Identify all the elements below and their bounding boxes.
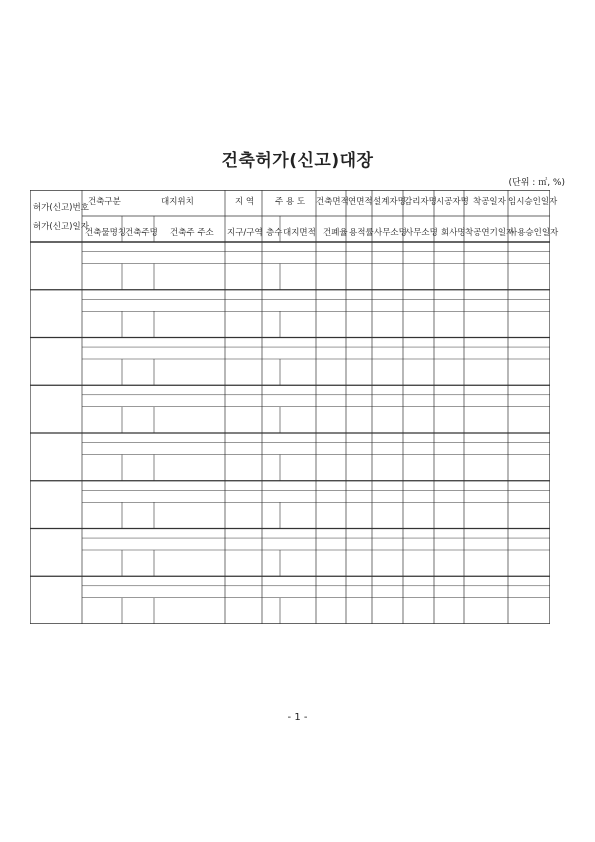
unit-label: (단위 : ㎡, %) (508, 178, 565, 188)
header-building-name: 건축물명칭 (85, 228, 127, 238)
header-start-delay-date: 착공연기일자 (465, 228, 515, 238)
header-company-name: 회사명 (441, 228, 466, 238)
register-table (30, 190, 559, 624)
header-owner-address: 건축주 주소 (170, 228, 214, 238)
header-temp-approval-date: 임시승인일자 (508, 197, 558, 207)
header-supervisor-office: 사무소명 (405, 228, 438, 238)
header-designer-office: 사무소명 (374, 228, 407, 238)
page-number: - 1 - (287, 712, 308, 723)
header-main-use: 주 용 도 (275, 197, 306, 207)
header-designer: 설계자명 (373, 197, 406, 207)
header-supervisor: 감리자명 (404, 197, 437, 207)
document-title: 건축허가(신고)대장 (221, 151, 374, 171)
header-total-floor-area: 연면적 (348, 197, 373, 207)
header-floors: 층수 (266, 228, 283, 238)
header-start-date: 착공일자 (473, 197, 506, 207)
header-building-type: 건축구분 (88, 197, 121, 207)
header-permit-number: 허가(신고)번호 (33, 203, 89, 213)
header-use-approval-date: 사용승인일자 (509, 228, 559, 238)
header-contractor: 시공자명 (436, 197, 469, 207)
header-region: 지 역 (235, 197, 255, 207)
header-coverage-ratio: 건폐율 (323, 228, 348, 238)
header-floor-area-ratio: 용적률 (349, 228, 374, 238)
header-district: 지구/구역 (227, 228, 263, 238)
header-owner-name: 건축주명 (125, 228, 158, 238)
header-permit-date: 허가(신고)일자 (33, 222, 89, 232)
header-site-area: 대지면적 (283, 228, 316, 238)
table-grid (30, 190, 550, 624)
header-site-location: 대지위치 (161, 197, 194, 207)
header-building-area: 건축면적 (316, 197, 349, 207)
